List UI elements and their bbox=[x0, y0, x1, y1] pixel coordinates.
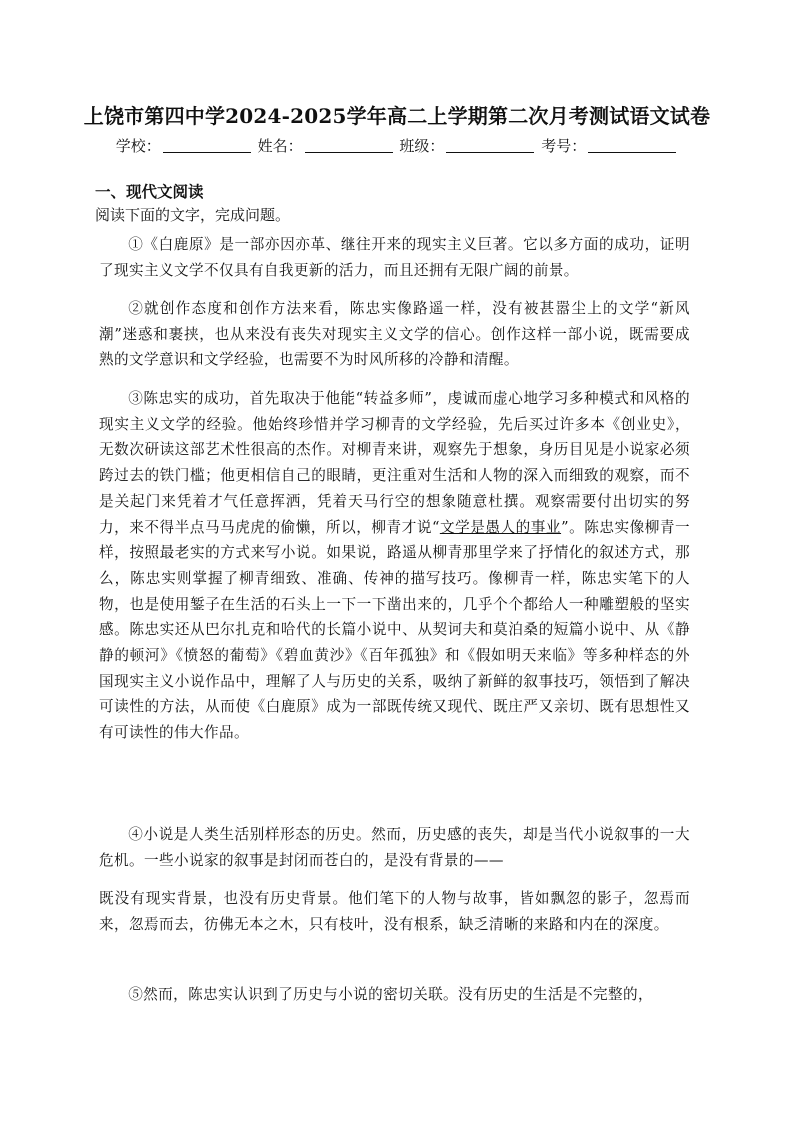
section-heading: 一、现代文阅读 bbox=[95, 183, 204, 201]
exam-number-label: 考号： bbox=[541, 137, 587, 155]
name-blank[interactable] bbox=[305, 138, 393, 153]
underlined-quote: 文学是愚人的事业 bbox=[439, 518, 562, 536]
student-info-line bbox=[0, 135, 794, 156]
paragraph-1: ①《白鹿原》是一部亦因亦革、继往开来的现实主义巨著。它以多方面的成功，证明了现实主义文学不仅具有自我更新的活力，而且还拥有无限广阔的前景。 bbox=[99, 236, 690, 279]
school-blank[interactable] bbox=[163, 138, 251, 153]
exam-number-blank[interactable] bbox=[588, 138, 676, 153]
school-label: 学校： bbox=[115, 137, 161, 155]
section-instruction: 阅读下面的文字，完成问题。 bbox=[95, 206, 291, 224]
paragraph-3-text-a: ③陈忠实的成功，首先取决于他能“转益多师”，虔诚而虚心地学习多种模式和风格的现实主义文学的经验。他始终珍惜并学习柳青的文学经验，先后买过许多本《创业史》，无数次研读这部艺术性很高的杰作。对柳青来讲，观察先于想象，身历目见是小说家必须跨过去的铁门槛；他更相信自己的眼睛，更注重对生活和人物的深入而细致的观察，而不是关起门来凭着才气任意挥洒，凭着天马行空的想象随意杜撰。观察需要付出切实的努力，来不得半点马马虎虎的偷懒，所以，柳青才说“ bbox=[99, 390, 690, 536]
paragraph-3 bbox=[99, 386, 690, 746]
exam-title: 上饶市第四中学2024-2025学年高二上学期第二次月考测试语文试卷 bbox=[83, 104, 711, 128]
name-label: 姓名： bbox=[257, 137, 303, 155]
paragraph-4-part-2: 既没有现实背景，也没有历史背景。他们笔下的人物与故事，皆如飘忽的影子，忽焉而来，忽焉而去，彷佛无本之木，只有枝叶，没有根系，缺乏清晰的来路和内在的深度。 bbox=[99, 890, 690, 933]
class-label: 班级： bbox=[399, 137, 445, 155]
paragraph-5: ⑤然而，陈忠实认识到了历史与小说的密切关联。没有历史的生活是不完整的， bbox=[128, 986, 653, 1003]
paragraph-2: ②就创作态度和创作方法来看，陈忠实像路遥一样，没有被甚嚣尘上的文学“新风潮”迷惑和裹挟，也从来没有丧失对现实主义文学的信心。创作这样一部小说，既需要成熟的文学意识和文学经验，也需要不为时风所移的冷静和清醒。 bbox=[99, 300, 690, 369]
paragraph-4-part-1: ④小说是人类生活别样形态的历史。然而，历史感的丧失，却是当代小说叙事的一大危机。一些小说家的叙事是封闭而苍白的，是没有背景的—— bbox=[99, 826, 690, 869]
class-blank[interactable] bbox=[446, 138, 534, 153]
paragraph-3-text-b: ”。陈忠实像柳青一样，按照最老实的方式来写小说。如果说，路遥从柳青那里学来了抒情化的叙述方式，那么，陈忠实则掌握了柳青细致、准确、传神的描写技巧。像柳青一样，陈忠实笔下的人物，也是使用錾子在生活的石头上一下一下凿出来的，几乎个个都给人一种雕塑般的坚实感。陈忠实还从巴尔扎克和哈代的长篇小说中、从契诃夫和莫泊桑的短篇小说中、从《静静的顿河》《愤怒的葡萄》《碧血黄沙》《百年孤独》和《假如明天来临》等多种样态的外国现实主义小说作品中，理解了人与历史的关系，吸纳了新鲜的叙事技巧，领悟到了解决可读性的方法，从而使《白鹿原》成为一部既传统又现代、既庄严又亲切、既有思想性又有可读性的伟大作品。 bbox=[99, 518, 691, 742]
